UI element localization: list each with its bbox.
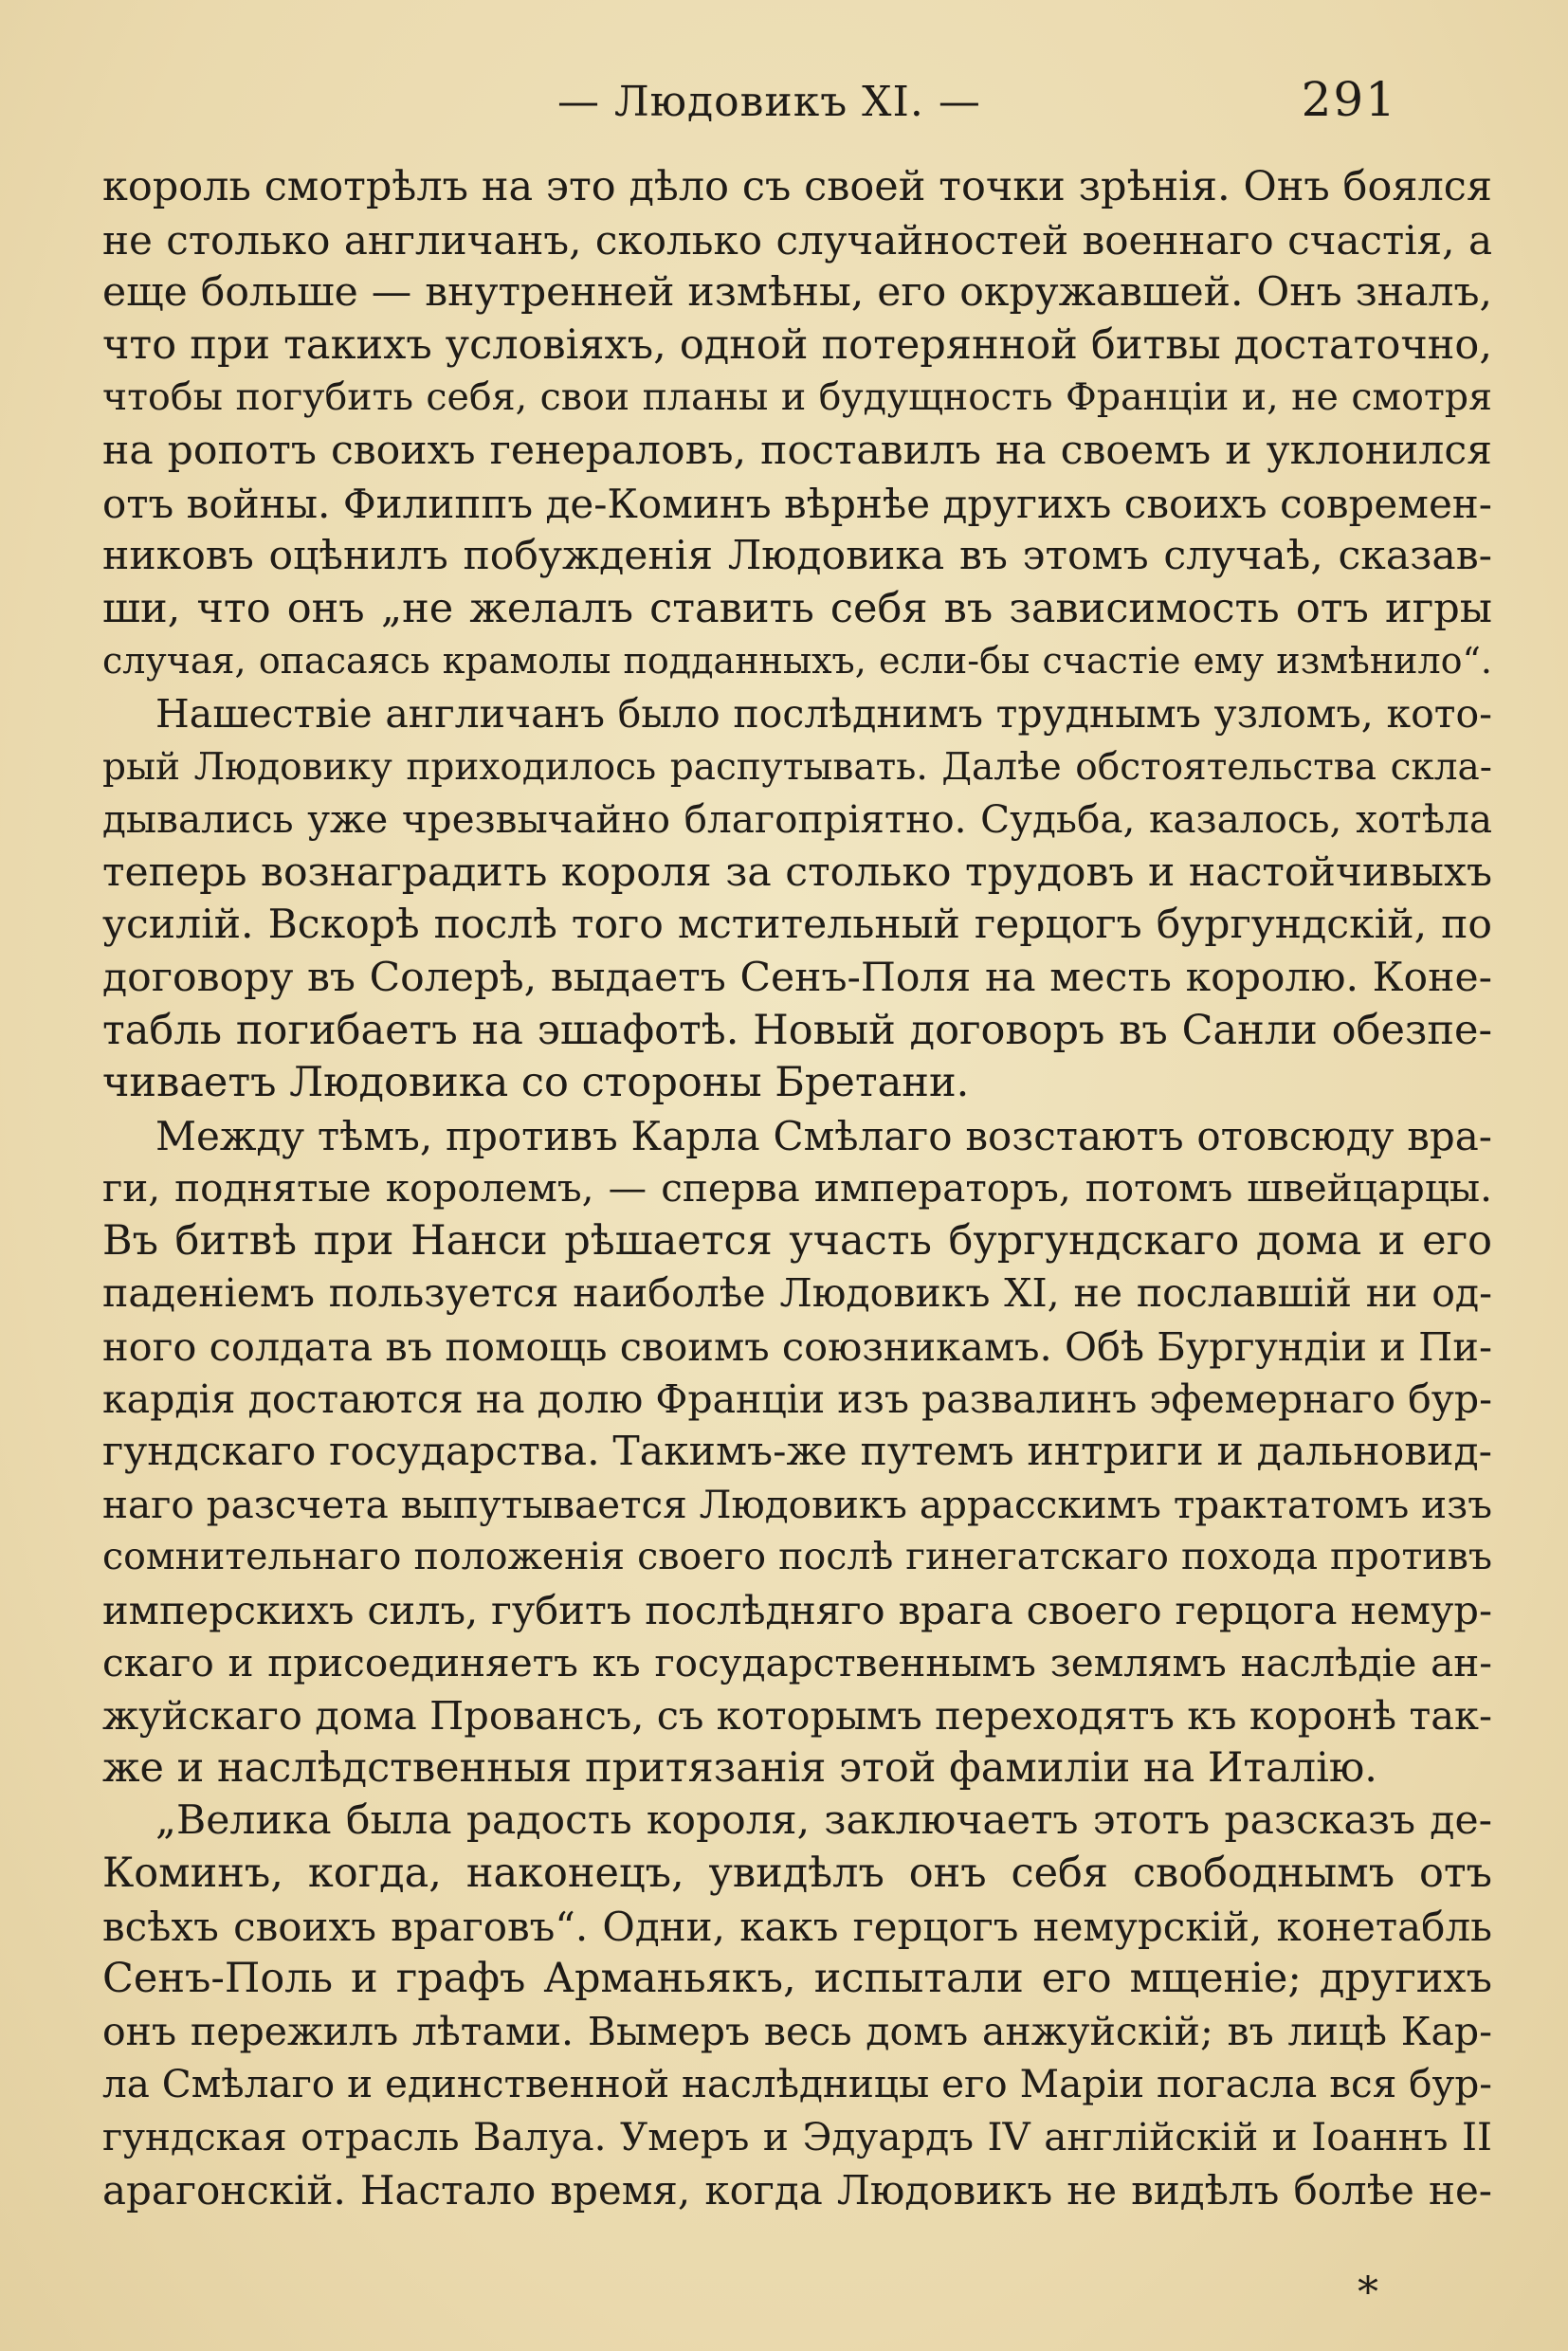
text-line: дывались уже чрезвычайно благопріятно. Судьба, казалось, хотѣла: [102, 796, 1492, 843]
text-line: никовъ оцѣнилъ побужденія Людовика въ этомъ случаѣ, сказав-: [102, 533, 1492, 580]
paragraph: [102, 1110, 1492, 1795]
text-line: усилій. Вскорѣ послѣ того мстительный герцогъ бургундскій, по: [102, 902, 1492, 949]
running-head: [102, 38, 1492, 161]
paragraph: [102, 1795, 1492, 2216]
text-line: ги, поднятые королемъ, — сперва императоръ, потомъ швейцарцы.: [102, 1165, 1492, 1212]
text-line: еще больше — внутренней измѣны, его окружавшей. Онъ зналъ,: [102, 269, 1492, 317]
paragraph: [102, 161, 1492, 688]
text-line: чиваетъ Людовика со стороны Бретани.: [102, 1059, 970, 1107]
text-line: чтобы погубить себя, свои планы и будущность Франціи и, не смотря: [102, 375, 1492, 420]
text-line: онъ пережилъ лѣтами. Вымеръ весь домъ анжуйскій; въ лицѣ Кар-: [102, 2008, 1492, 2054]
text-line: табль погибаетъ на эшафотѣ. Новый договоръ въ Санли обезпе-: [102, 1006, 1492, 1054]
text-line: Сенъ-Поль и графъ Арманьякъ, испытали его мщеніе; другихъ: [102, 1955, 1492, 2003]
text-line: арагонскій. Настало время, когда Людовикъ не видѣлъ болѣе не-: [102, 2166, 1492, 2214]
text-line: теперь вознаградить короля за столько трудовъ и настойчивыхъ: [102, 848, 1492, 896]
text-line: гундскаго государства. Такимъ-же путемъ интриги и дальновид-: [102, 1429, 1492, 1476]
text-line: Между тѣмъ, противъ Карла Смѣлаго возстаютъ отовсюду вра-: [155, 1112, 1492, 1159]
text-line: Въ битвѣ при Нанси рѣшается участь бургундскаго дома и его: [102, 1216, 1492, 1265]
text-line: наго разсчета выпутывается Людовикъ аррасскимъ трактатомъ изъ: [102, 1481, 1492, 1527]
text-line: ши, что онъ „не желалъ ставить себя въ зависимость отъ игры: [102, 584, 1492, 632]
text-line: паденіемъ пользуется наиболѣе Людовикъ XI, не пославшій ни од-: [102, 1270, 1492, 1317]
text-line: отъ войны. Филиппъ де-Коминъ вѣрнѣе другихъ своихъ современ-: [102, 480, 1492, 527]
text-line: король смотрѣлъ на это дѣло съ своей точки зрѣнія. Онъ боялся: [102, 163, 1492, 210]
signature-mark: *: [1358, 2269, 1378, 2317]
text-line: ла Смѣлаго и единственной наслѣдницы его Маріи погасла вся бур-: [102, 2061, 1492, 2107]
text-line: скаго и присоединяетъ къ государственнымъ землямъ наслѣдіе ан-: [102, 1639, 1492, 1686]
text-line: Коминъ, когда, наконецъ, увидѣлъ онъ себя свободнымъ отъ: [102, 1850, 1492, 1897]
paragraph: [102, 688, 1492, 1110]
text-line: что при такихъ условіяхъ, одной потерянной битвы достаточно,: [102, 320, 1492, 369]
text-line: гундская отрасль Валуа. Умеръ и Эдуардъ IV англійскій и Іоаннъ II: [102, 2113, 1492, 2160]
text-line: жуйскаго дома Провансъ, съ которымъ переходятъ къ коронѣ так-: [102, 1692, 1492, 1740]
text-line: рый Людовику приходилось распутывать. Далѣе обстоятельства скла-: [102, 745, 1492, 789]
text-line: на ропотъ своихъ генераловъ, поставилъ на своемъ и уклонился: [102, 427, 1492, 474]
text-line: же и наслѣдственныя притязанія этой фамиліи на Италію.: [102, 1743, 1377, 1792]
text-line: ного солдата въ помощь своимъ союзникамъ. Обѣ Бургундіи и Пи-: [102, 1323, 1492, 1371]
text-line: не столько англичанъ, сколько случайностей военнаго счастія, а: [102, 216, 1492, 264]
text-line: сомнительнаго положенія своего послѣ гинегатскаго похода противъ: [102, 1535, 1492, 1579]
text-line: всѣхъ своихъ враговъ“. Одни, какъ герцогъ немурскій, конетабль: [102, 1903, 1492, 1950]
body-text: [102, 161, 1492, 2216]
page-number: 291: [1301, 72, 1397, 127]
text-line: случая, опасаясь крамолы подданныхъ, если-бы счастіе ему измѣнило“.: [102, 640, 1492, 683]
text-line: договору въ Солерѣ, выдаетъ Сенъ-Поля на месть королю. Коне-: [102, 954, 1492, 1001]
text-line: Нашествіе англичанъ было послѣднимъ труднымъ узломъ, кото-: [155, 690, 1492, 737]
book-page: [102, 38, 1492, 2323]
running-title: — Людовикъ XI. —: [557, 78, 981, 126]
text-line: „Велика была радость короля, заключаетъ этотъ разсказъ де-: [155, 1797, 1492, 1845]
text-line: кардія достаются на долю Франціи изъ развалинъ эфемернаго бур-: [102, 1376, 1492, 1422]
text-line: имперскихъ силъ, губитъ послѣдняго врага своего герцога немур-: [102, 1587, 1492, 1634]
